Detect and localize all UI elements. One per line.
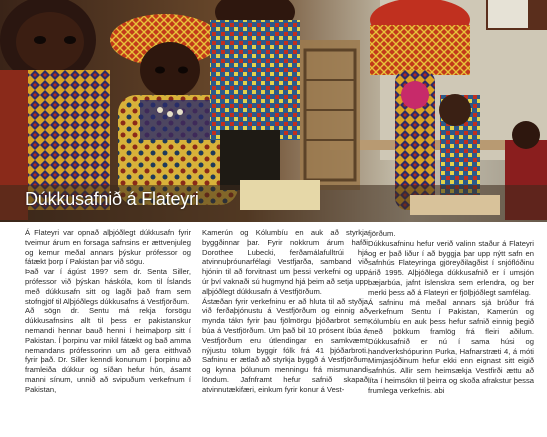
text-column-1: [25, 228, 191, 395]
paragraph: Að sögn dr. Sentu má rekja forsögu dúkkusafnsins allt til þess er pakistanskur nemandi hennar bauð henni í heimaþorp sitt í Pakistan. Í þorpinu var mikil fátækt og bað amma nemandans prófessorinn um að gera eitthvað fyrir það. Dr. Siller kenndi konunum í þorpinu að framleiða dúkkur og síðan hefur hún, ásamt manni sínum, unnið að svipuðum verkefnum í Pakistan,: [25, 306, 191, 394]
text-column-2: [202, 228, 368, 395]
paragraph: Á Flateyri var opnað alþjóðlegt dúkkusafn fyrir tveimur árum en forsaga safnsins er ættvenjuleg og kemur meðal annars þýskur prófessor og fátækt þorp í Pakistan þar við sögu.: [25, 228, 191, 267]
article-body: [0, 224, 547, 437]
article-title: Dúkkusafnið á Flateyri: [25, 189, 199, 209]
paragraph: Ástæðan fyrir verkefninu er að hluta til að styðja við ferðaþjónustu á Vestfjörðum og einnig að mynda tákn fyrir þau fjölmörgu þjóðarbrot sem búa á Vestfjörðum. Um það bil 10 prósent íbúa á Vestfjörðum eru útlendingar en samkvæmt nýjustu tölum byggir fólk frá 41 þjóðarbroti. Safninu er ætlað að styrkja byggð á Vestfjörðum og kynna þólunum menningu frá mismunandi löndum. Jafnframt hefur safnið skapað atvinnutækifæri, einkum fyrir konur á Vest-: [202, 296, 368, 394]
text-column-3: [368, 229, 534, 396]
paragraph: Það var í ágúst 199? sem dr. Senta Siller, prófessor við þýskan háskóla, kom til Íslands með dúkkusafn sitt og lagði það fram sem stofngjöf til Alþjóðlegs dúkkusafns á Vestfjörðum.: [25, 267, 191, 306]
paragraph: Kamerún og Kólumbíu en auk að styrkja byggðinnar þar. Fyrir nokkrum árum hafði Dorothee Lubecki, ferðamálafulltrúi hjá atvinnuþróunarfélagi Vestfjarða, samband við hjónin til að forvitnast um þessi verkefni og upp úr því vaknaði sú hugmynd hjá þeim að setja upp alþjóðlegt dúkkusafn á Vestfjörðum.: [202, 228, 368, 296]
paragraph: fjörðum.: [368, 229, 396, 238]
paragraph: Á safninu má meðal annars sjá brúður frá verkefnum Sentu í Pakistan, Kamerún og Kólumbíu en auk þess hefur safnið einnig þegið með þökkum framlög frá fleiri aðilum. Dúkkusafnið er nú í sama húsi og handverkshópurinn Purka, Hafnarstræti 4, á móti Mimjasjóðinum hefur ekki enn eignast sitt eigið safnhús. Allir sem heimsækja Vestfirði ættu að líta í heimsókn til þeirra og skoða afrakstur þessa frumlega verkefnis. abi: [368, 297, 534, 395]
paragraph: Dúkkusafninu hefur verið valinn staður á Flateyri og er það liður í að byggja þar upp nýtt safn en safnhús Flateyringa gjöreyðilagðist í snjóflóðinu árið 1995. Alþjóðlega dúkkusafnið er í umsjón bæjarbúa, jafnt íslenskra sem erlendra, og ber merki þess að á Flateyri er fjölþjóðlegt samfélag.: [368, 238, 534, 297]
